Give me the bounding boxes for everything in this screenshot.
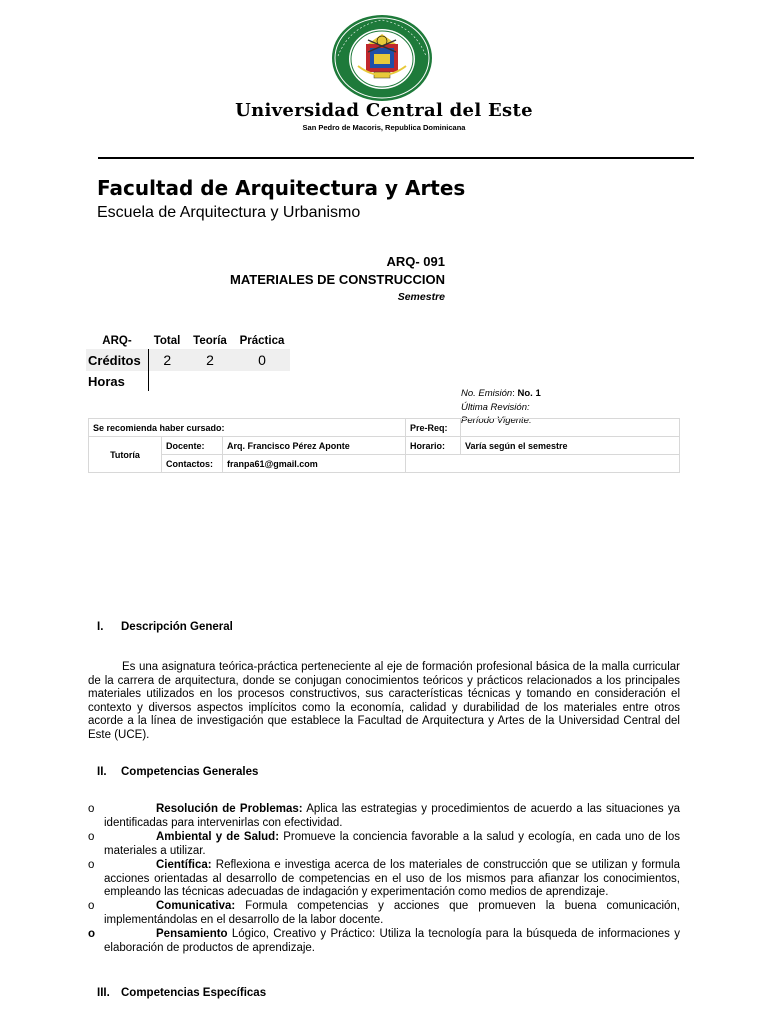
docente-value: Arq. Francisco Pérez Aponte — [223, 437, 406, 455]
competencia-item: o Científica: Reflexiona e investiga acerca de los materiales de construcción que se utilizan y formula acciones orientadas al desarrollo de competencias en el uso de los mismos para afianzar los conocimientos, empleando las técnicas adecuadas de indagación y experimentación como medios de aprendizaje. — [88, 859, 680, 898]
course-term: Semestre — [397, 291, 445, 303]
competencia-item: o Ambiental y de Salud: Promueve la conciencia favorable a la salud y ecología, en cada uno de los materiales a utilizar. — [88, 831, 680, 857]
creditos-label: Créditos — [86, 349, 148, 371]
credits-table — [86, 333, 290, 391]
docente-label: Docente: — [162, 437, 223, 455]
section-heading-1: I. Descripción General — [97, 621, 233, 633]
tutoria-label: Tutoría — [89, 437, 162, 473]
section-heading-3: III. Competencias Específicas — [97, 987, 267, 999]
emission-value: No. 1 — [517, 388, 541, 399]
credits-header-total: Total — [153, 335, 181, 347]
university-seal-logo — [330, 14, 434, 102]
course-info-table — [88, 418, 680, 473]
horario-label: Horario: — [406, 437, 461, 455]
course-code: ARQ- 091 — [386, 254, 445, 269]
course-name: MATERIALES DE CONSTRUCCION — [230, 272, 445, 287]
contacto-value: franpa61@gmail.com — [223, 455, 406, 473]
creditos-teoria: 2 — [186, 349, 234, 371]
competencia-item: o Pensamiento Lógico, Creativo y Práctico: Utiliza la tecnología para la búsqueda de informaciones y elaboración de productos de aprendizaje. — [88, 928, 680, 954]
credits-header-arq: ARQ- — [102, 335, 132, 347]
document-meta: No. Emisión: No. 1 Última Revisión: Período Vigente: — [461, 388, 541, 426]
university-location: San Pedro de Macoris, Republica Dominicana — [302, 123, 466, 132]
recommend-label: Se recomienda haber cursado: — [89, 419, 406, 437]
contactos-label: Contactos: — [162, 455, 223, 473]
section-1-paragraph: Es una asignatura teórica-práctica perteneciente al eje de formación profesional básica de la malla curricular de la carrera de arquitectura, donde se conjugan conocimientos teóricos y prácticos relacionados a los principales materiales utilizados en los procesos constructivos, sus características técnicas y tomando en consideración el contexto y diversos aspectos implícitos como la economía, calidad y durabilidad de los materiales entre otros acorde a la línea de investigación que establece la Facultad de Arquitectura y Artes de la Universidad Central del Este (UCE). — [88, 661, 680, 741]
revision-label: Última Revisión: — [461, 401, 530, 413]
header-divider — [98, 157, 694, 159]
school-subtitle: Escuela de Arquitectura y Urbanismo — [97, 204, 361, 221]
prereq-label: Pre-Req: — [406, 419, 461, 437]
section-heading-2: II. Competencias Generales — [97, 766, 259, 778]
creditos-total: 2 — [148, 349, 186, 371]
competencia-item: o Comunicativa: Formula competencias y acciones que promueven la buena comunicación, implementándolas en el desarrollo de la labor docente. — [88, 900, 680, 926]
faculty-title: Facultad de Arquitectura y Artes — [97, 176, 466, 200]
creditos-practica: 0 — [234, 349, 290, 371]
prereq-value — [461, 419, 680, 437]
period-label: Período Vigente: — [461, 415, 532, 426]
credits-header-practica: Práctica — [239, 335, 285, 347]
credits-header-teoria: Teoría — [193, 335, 227, 347]
competencia-item: o Resolución de Problemas: Aplica las estrategias y procedimientos de acuerdo a las situaciones ya identificadas para intervenirlas con efectividad. — [88, 803, 680, 829]
horario-value: Varía según el semestre — [461, 437, 680, 455]
horas-label: Horas — [86, 371, 148, 391]
emission-label: No. Emisión — [461, 388, 513, 399]
university-name: Universidad Central del Este — [235, 100, 533, 121]
